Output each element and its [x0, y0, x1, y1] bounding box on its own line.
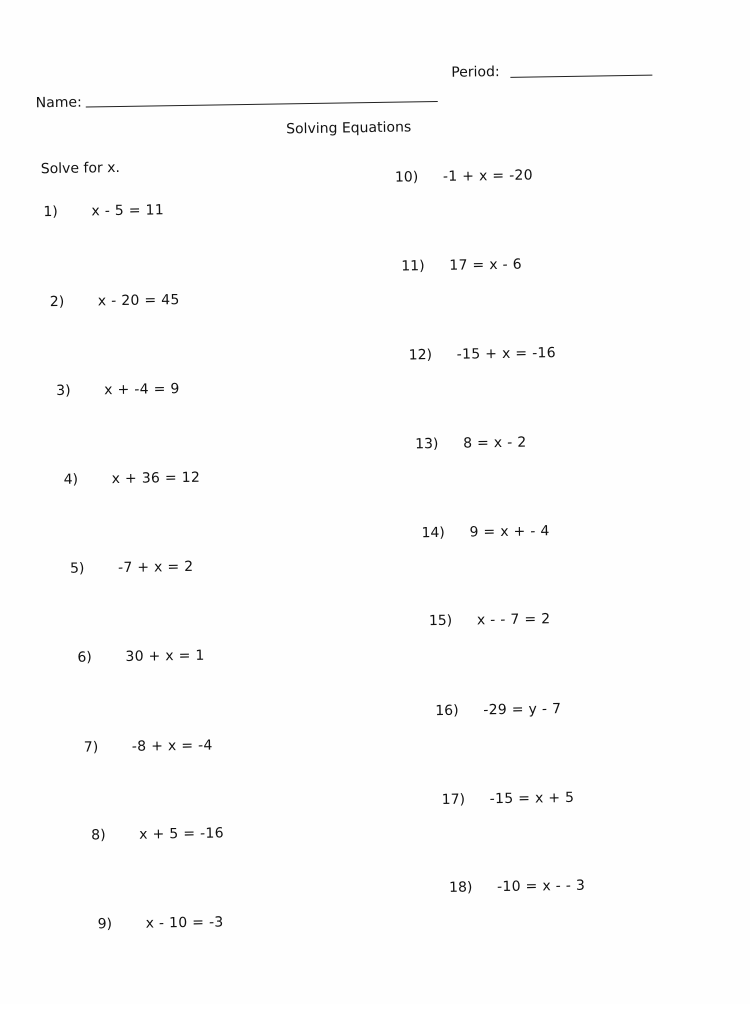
problem-number: 9) [97, 916, 113, 933]
problem-equation: -15 + x = -16 [456, 345, 557, 363]
problem-number: 5) [69, 560, 85, 577]
problem-14 [421, 523, 549, 541]
problem-equation: x + -4 = 9 [104, 381, 180, 399]
problem-number: 12) [408, 347, 433, 364]
problem-equation: x + 36 = 12 [111, 469, 201, 488]
problem-2 [50, 292, 180, 310]
name-blank-line[interactable] [86, 101, 438, 108]
problem-15 [429, 611, 551, 629]
problem-number: 10) [394, 169, 419, 186]
problem-equation: -8 + x = -4 [131, 737, 213, 755]
problem-equation: -15 = x + 5 [489, 789, 575, 808]
problem-number: 8) [91, 827, 106, 844]
problem-number: 4) [63, 471, 79, 488]
worksheet-title: Solving Equations [286, 119, 412, 138]
problem-number: 6) [77, 649, 92, 666]
problem-number: 3) [56, 382, 71, 399]
problem-equation: -10 = x - - 3 [496, 877, 586, 896]
problem-18 [449, 878, 585, 896]
problem-number: 2) [49, 293, 65, 311]
instructions: Solve for x. [40, 159, 121, 178]
problem-7 [84, 738, 213, 756]
problem-4 [64, 470, 201, 488]
problem-number: 18) [448, 879, 473, 896]
problem-number: 17) [441, 791, 466, 808]
problem-number: 16) [435, 702, 459, 720]
problem-5 [70, 559, 194, 577]
problem-number: 11) [401, 258, 425, 275]
problem-equation: 17 = x - 6 [449, 256, 523, 274]
period-blank-line[interactable] [510, 75, 652, 78]
problem-equation: x - 20 = 45 [97, 292, 180, 310]
problem-equation: x - 10 = -3 [145, 914, 224, 932]
problem-number: 1) [43, 203, 58, 221]
problem-9 [98, 914, 224, 932]
problem-17 [442, 790, 575, 808]
problem-equation: -1 + x = -20 [442, 167, 534, 185]
problem-8 [91, 825, 224, 843]
problem-number: 13) [415, 435, 439, 453]
problem-3 [56, 381, 180, 399]
problem-11 [401, 257, 522, 275]
problem-equation: -29 = y - 7 [483, 701, 562, 719]
problem-12 [409, 345, 556, 363]
problem-number: 14) [421, 524, 445, 542]
problem-equation: -7 + x = 2 [117, 558, 194, 577]
name-label: Name: [35, 94, 82, 112]
problem-equation: x - 5 = 11 [91, 202, 165, 220]
problem-number: 7) [83, 739, 99, 756]
problem-number: 15) [428, 612, 453, 630]
problem-equation: 30 + x = 1 [125, 647, 205, 665]
problem-1 [43, 202, 164, 220]
problem-16 [435, 701, 561, 719]
problem-10 [395, 167, 533, 185]
problem-equation: 9 = x + - 4 [469, 523, 550, 541]
problem-equation: x - - 7 = 2 [476, 611, 551, 629]
problem-13 [415, 435, 527, 453]
problem-equation: x + 5 = -16 [139, 825, 224, 843]
problem-equation: 8 = x - 2 [462, 434, 527, 452]
period-label: Period: [451, 63, 500, 81]
problem-6 [77, 648, 205, 666]
